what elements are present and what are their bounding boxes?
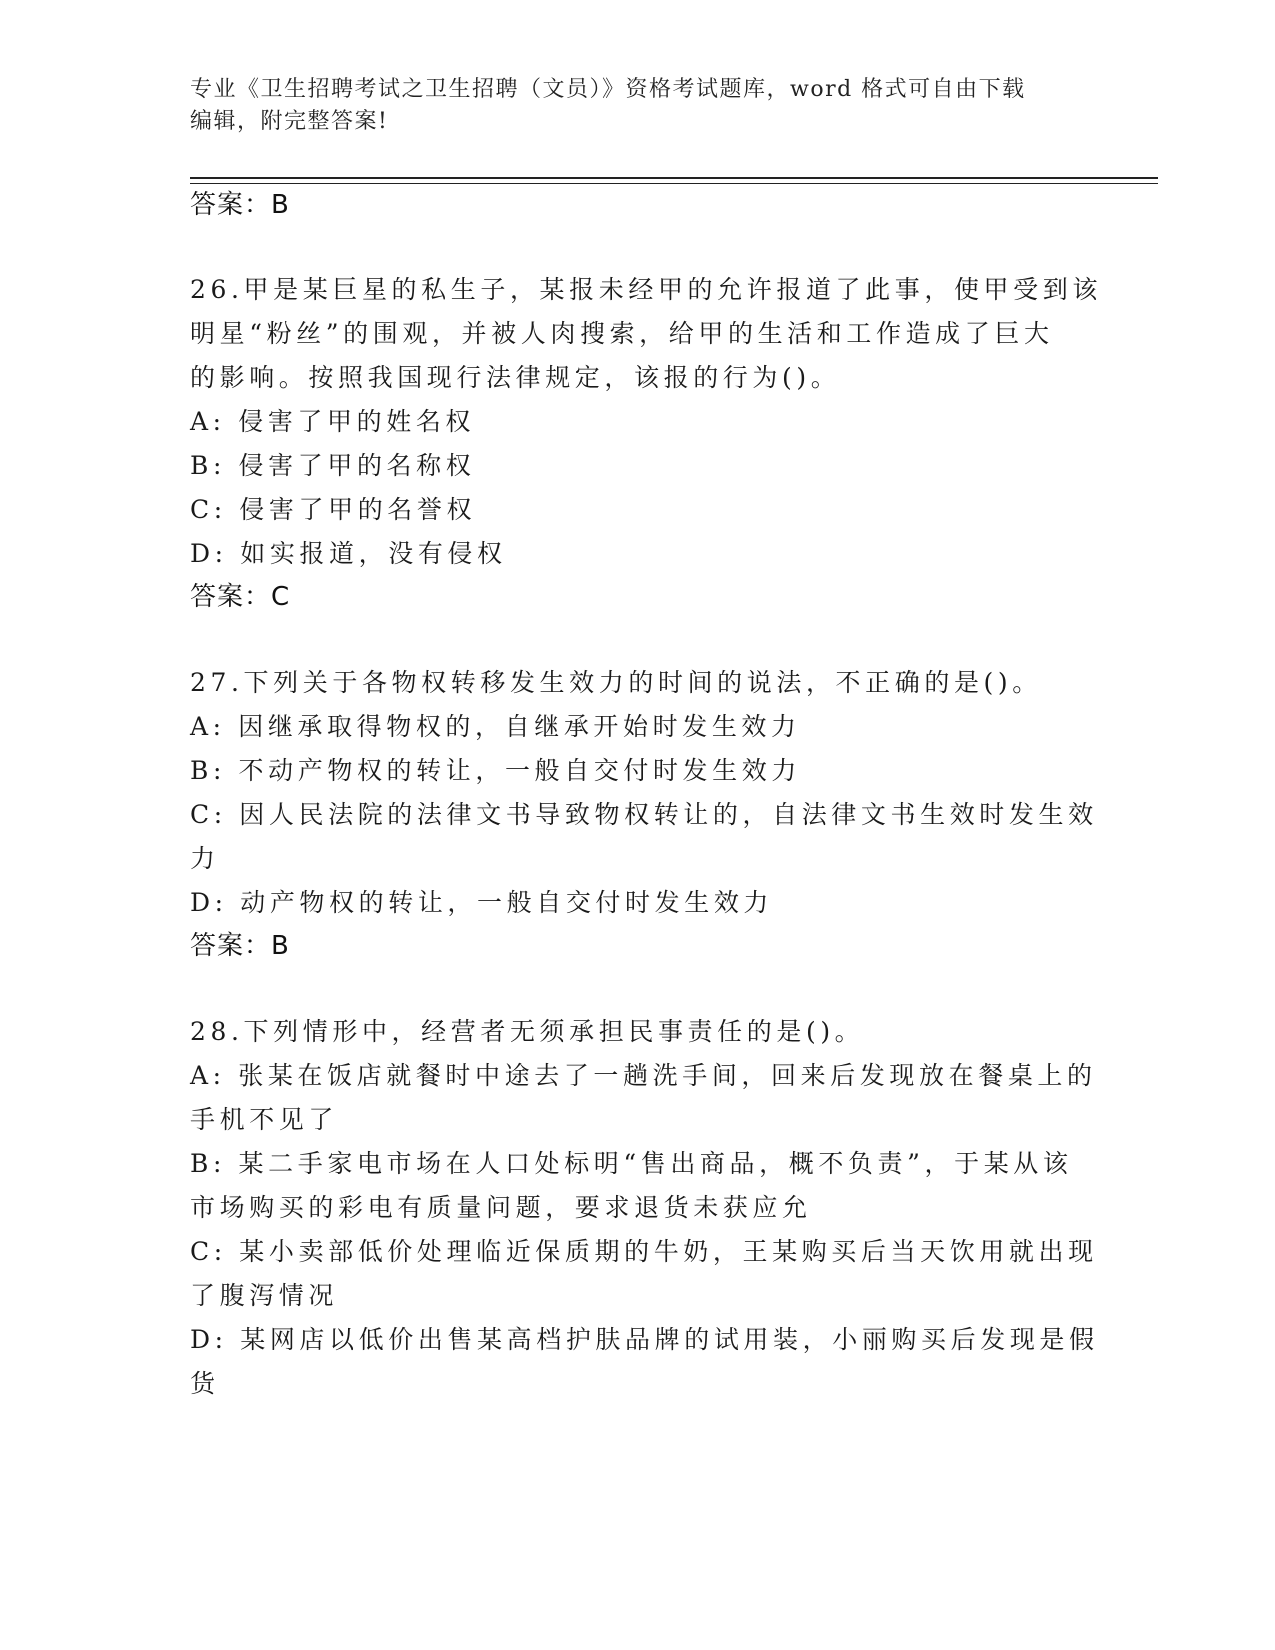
question-28-option-b-line-2: 市场购买的彩电有质量问题，要求退货未获应允 (190, 1193, 812, 1222)
question-28-option-a-line-1: A: 张某在饭店就餐时中途去了一趟洗手间，回来后发现放在餐桌上的 (190, 1061, 1097, 1090)
header-rule-thin (190, 183, 1158, 184)
question-27-line-1: 27.下列关于各物权转移发生效力的时间的说法，不正确的是()。 (190, 668, 1042, 697)
question-27-option-c-line-2: 力 (190, 844, 220, 873)
answer-27: 答案：B (190, 931, 290, 961)
answer-26: 答案：C (190, 582, 291, 612)
question-27-option-b: B: 不动产物权的转让，一般自交付时发生效力 (190, 756, 801, 785)
question-26-option-b: B: 侵害了甲的名称权 (190, 451, 476, 480)
header-rule-thick (190, 177, 1158, 179)
question-26-line-3: 的影响。按照我国现行法律规定，该报的行为()。 (190, 363, 841, 392)
question-28-option-c-line-2: 了腹泻情况 (190, 1281, 339, 1310)
question-28-option-a-line-2: 手机不见了 (190, 1105, 339, 1134)
question-26-line-1: 26.甲是某巨星的私生子，某报未经甲的允许报道了此事，使甲受到该 (190, 275, 1102, 304)
question-28-option-d-line-1: D: 某网店以低价出售某高档护肤品牌的试用装，小丽购买后发现是假 (190, 1325, 1099, 1354)
question-26-option-d: D: 如实报道，没有侵权 (190, 539, 507, 568)
question-28-line-1: 28.下列情形中，经营者无须承担民事责任的是()。 (190, 1017, 865, 1046)
question-26-option-c: C: 侵害了甲的名誉权 (190, 495, 477, 524)
question-28-option-d-line-2: 货 (190, 1369, 220, 1398)
question-26-option-a: A: 侵害了甲的姓名权 (190, 407, 476, 436)
answer-25: 答案：B (190, 190, 290, 220)
question-27-option-d: D: 动产物权的转让，一般自交付时发生效力 (190, 888, 774, 917)
header-line-2: 编辑，附完整答案! (190, 109, 389, 134)
question-27-option-c-line-1: C: 因人民法院的法律文书导致物权转让的，自法律文书生效时发生效 (190, 800, 1098, 829)
question-28-option-c-line-1: C: 某小卖部低价处理临近保质期的牛奶，王某购买后当天饮用就出现 (190, 1237, 1098, 1266)
header-line-1: 专业《卫生招聘考试之卫生招聘（文员）》资格考试题库，word 格式可自由下载 (190, 77, 1026, 102)
question-28-option-b-line-1: B: 某二手家电市场在人口处标明“售出商品，概不负责”，于某从该 (190, 1149, 1073, 1178)
question-26-line-2: 明星“粉丝”的围观，并被人肉搜索，给甲的生活和工作造成了巨大 (190, 319, 1054, 348)
question-27-option-a: A: 因继承取得物权的，自继承开始时发生效力 (190, 712, 801, 741)
page-header (190, 74, 1080, 138)
